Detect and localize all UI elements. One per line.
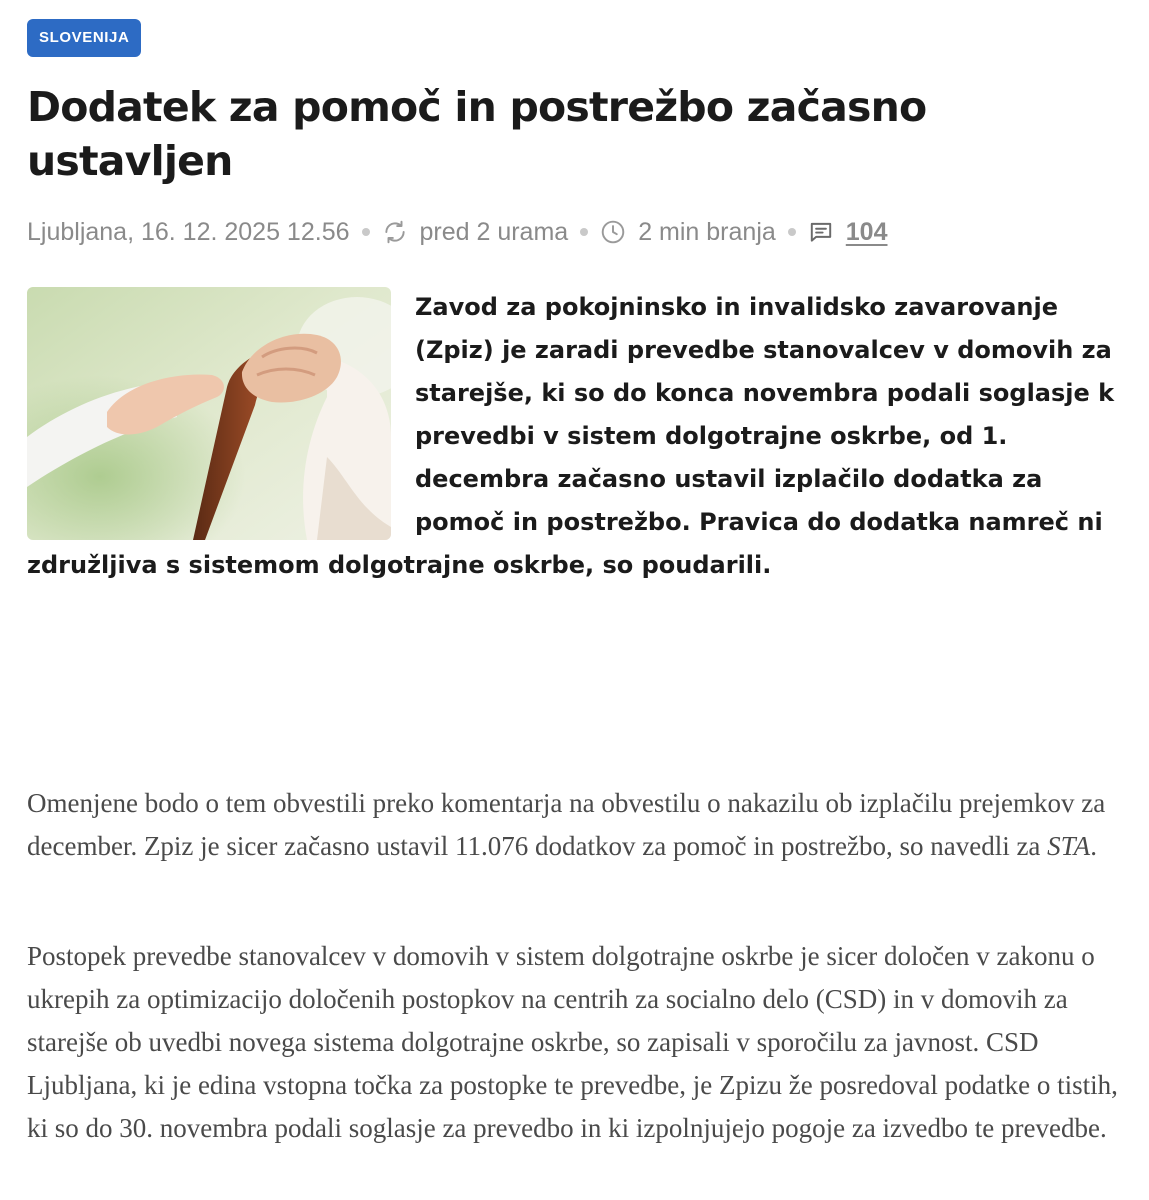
separator-dot xyxy=(788,228,796,236)
body-paragraph-2: Postopek prevedbe stanovalcev v domovih v sistem dolgotrajne oskrbe je sicer določen v zakonu o ukrepih za optimizacijo določenih postopkov na centrih za socialno delo (CSD) in v domovih za starejše ob uvedbi novega sistema dolgotrajne oskrbe, so zapisali v sporočilu za javnost. CSD Ljubljana, ki je edina vstopna točka za postopke te prevedbe, je Zpizu že posredoval podatke o tistih, ki so do 30. novembra podali soglasje za prevedbo in ki izpolnjujejo pogoje za izvedbo te prevedbe. xyxy=(27,941,1118,1143)
article-title: Dodatek za pomoč in postrežbo začasno ustavljen xyxy=(27,83,927,185)
source-attribution: STA xyxy=(1047,831,1091,861)
reading-time: 2 min branja xyxy=(638,217,776,246)
updated-time: pred 2 urama xyxy=(419,217,569,246)
separator-dot xyxy=(362,228,370,236)
separator-dot xyxy=(580,228,588,236)
dateline: Ljubljana, 16. 12. 2025 12.56 xyxy=(27,217,350,246)
clock-icon xyxy=(600,219,626,245)
comments-count-link[interactable]: 104 xyxy=(845,217,888,246)
category-badge[interactable]: SLOVENIJA xyxy=(27,19,141,57)
comment-icon[interactable] xyxy=(808,219,834,245)
refresh-icon xyxy=(382,219,408,245)
body-paragraph-1: Omenjene bodo o tem obvestili preko komentarja na obvestilu o nakazilu ob izplačilu prejemkov za december. Zpiz je sicer začasno ustavil 11.076 dodatkov za pomoč in postrežbo, so navedli za STA. xyxy=(27,788,1106,861)
article-lead: Zavod za pokojninsko in invalidsko zavarovanje (Zpiz) je zaradi prevedbe stanovalcev v domovih za starejše, ki so do konca novembra podali soglasje k prevedbi v sistem dolgotrajne oskrbe, od 1. decembra začasno ustavil izplačilo dodatka za pomoč in postrežbo. Pravica do dodatka namreč ni združljiva s sistemom dolgotrajne oskrbe, so poudarili. xyxy=(27,293,1115,579)
article-meta xyxy=(27,212,888,252)
